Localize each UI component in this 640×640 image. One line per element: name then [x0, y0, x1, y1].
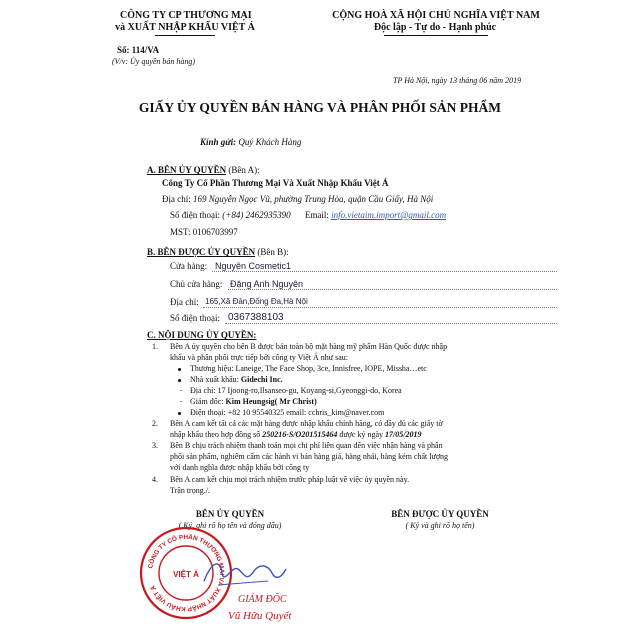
section-a-address-value: 169 Nguyễn Ngọc Vũ, phường Trung Hòa, quận Cầu Giấy, Hà Nội: [193, 194, 434, 204]
section-b-title: B. BÊN ĐƯỢC ỦY QUYỀN: [147, 247, 256, 257]
item-3-line3: với danh nghĩa được nhập khẩu bởi công ty: [170, 463, 310, 472]
company-underline: [155, 35, 215, 36]
authorization-letter: CÔNG TY CP THƯƠNG MẠI và XUẤT NHẬP KHẨU VIỆT Á CỘNG HOÀ XÃ HỘI CHỦ NGHĨA VIỆT NAM Độc lập - Tự do - Hạnh phúc Số: 114/VA (V/v: Ủy quyền bán hàng) TP Hà Nội, ngày 13 tháng 06 năm 2019 GIẤY ỦY QUYỀN BÁN HÀNG VÀ PHÂN PHỐI SẢN PHẨM Kính gửi: Quý Khách Hàng A. BÊN ỦY QUYỀN (Bên A): Công Ty Cổ Phần Thương Mại Và Xuất Nhập Khẩu Việt Á Địa chỉ: 169 Nguyễn Ngọc Vũ, phường Trung Hòa, quận Cầu Giấy, Hà Nội Số điện thoại: (+84) 2462935390 Email: info.vietaim.import@gmail.com MST: 0106703997 B. BÊN ĐƯỢC ỦY QUYỀN (Bên B): Cửa hàng: Nguyên Cosmetic1 Chủ cửa hàng: Đặng Anh Nguyên Địa chỉ: 165,Xã Đàn,Đống Đa,Hà Nội Số điện thoại: 0367388103 C. NỘI DUNG ỦY QUYỀN: 1. Bên A ủy quyền cho bên B được bán toàn bộ mặt hàng mỹ phẩm Hàn Quốc được nhập khẩu và phân phối trực tiếp bởi công ty Việt Á như sau: Thương hiệu: Laneige, The Face Shop, 3ce, Innisfree, IOPE, Missha…etc Nhà xuất khẩu: Gidechi Inc. - Địa chỉ: 17 Ijoong-ro,Ilsanseo-gu, Koyang-si,Gyeonggi-do, Korea - Giám đốc: Kim Heungsig( Mr Christ) Điện thoại: +82 10 95540325 email: cchris_kim@naver.com 2. Bên A cam kết tất cả các mặt hàng được nhập khẩu chính hãng, có đầy đủ các giấy tờ nhập khẩu theo hợp đồng số 250216-S/O201515464 được ký ngày 17/05/2019 3. Bên B chịu trách nhiệm thanh toán mọi chi phí liên quan đến việc nhận hàng và phân phối sản phẩm, nghiêm cấm các hành vi bán hàng giả, hàng nhái, hàng kém chất lượng với danh nghĩa được nhập khẩu bởi công ty 4. Bên A cam kết chịu mọi trách nhiệm trước pháp luật về việc ủy quyền này. Trân trọng./. BÊN ỦY QUYỀN ( Ký, ghi rõ họ tên và đóng dấu) BÊN ĐƯỢC ỦY QUYỀN ( Ký và ghi rõ họ tên) CÔNG TY CỔ PHẦN THƯƠNG MẠI VÀ XUẤT NHẬP KHẨU VIỆT Á VIỆT Á GIÁM ĐỐC Vũ Hữu Quyết: [0, 0, 640, 640]
exporter-address: Địa chỉ: 17 Ijoong-ro,Ilsanseo-gu, Koyang-si,Gyeonggi-do, Korea: [190, 386, 402, 395]
exporter-director-line: Giám đốc: Kim Heungsig( Mr Christ): [190, 397, 317, 406]
item-4-line1: Bên A cam kết chịu mọi trách nhiệm trước pháp luật về việc ủy quyền này.: [170, 475, 410, 484]
signer-title: GIÁM ĐỐC: [238, 594, 287, 605]
brands: Thương hiệu: Laneige, The Face Shop, 3ce, Innisfree, IOPE, Missha…etc: [190, 364, 427, 373]
exporter-director: Kim Heungsig( Mr Christ): [225, 397, 317, 406]
section-a-company: Công Ty Cổ Phần Thương Mại Và Xuất Nhập Khẩu Việt Á: [162, 178, 389, 188]
nation-motto: Độc lập - Tự do - Hạnh phúc: [373, 22, 497, 33]
section-b-heading: [147, 248, 289, 257]
section-a-phone: (+84) 2462935390: [222, 210, 291, 220]
section-a-email: info.vietaim.import@gmail.com: [331, 210, 447, 220]
section-b-store: Nguyên Cosmetic1: [215, 261, 292, 271]
contract-date: 17/05/2019: [385, 430, 422, 439]
bullet: [178, 368, 181, 371]
place-date: TP Hà Nội, ngày 13 tháng 06 năm 2019: [393, 76, 522, 85]
section-b-owner: Đặng Anh Nguyên: [230, 279, 304, 289]
section-b-owner-label: Chủ cửa hàng:: [170, 279, 223, 289]
left-signature-note: ( Ký, ghi rõ họ tên và đóng dấu): [178, 521, 282, 530]
section-b-phone-label: Số điện thoại:: [170, 313, 220, 323]
section-b-phone: 0367388103: [228, 312, 284, 323]
item-2-line1: Bên A cam kết tất cả các mặt hàng được nhập khẩu chính hãng, có đầy đủ các giấy tờ: [170, 419, 443, 428]
bullet: [178, 379, 181, 382]
right-signature-title: BÊN ĐƯỢC ỦY QUYỀN: [391, 509, 489, 519]
section-b-store-label: Cửa hàng:: [170, 261, 208, 271]
company-name-line2: và XUẤT NHẬP KHẨU VIỆT Á: [115, 22, 255, 33]
store-dotted-line: [212, 271, 557, 272]
section-a-address: Địa chỉ: 169 Nguyễn Ngọc Vũ, phường Trung Hòa, quận Cầu Giấy, Hà Nội: [162, 194, 434, 204]
item-1-line2: khẩu và phân phối trực tiếp bởi công ty Việt Á như sau:: [170, 353, 349, 362]
doc-number: Số: 114/VA: [117, 45, 160, 55]
section-b-suffix: (Bên B):: [257, 247, 289, 257]
seal-center-text: VIỆT Á: [173, 570, 199, 579]
item-2-line2: nhập khẩu theo hợp đồng số 250216-S/O201515464 được ký ngày 17/05/2019: [170, 430, 422, 439]
section-a-mst: MST: 0106703997: [170, 227, 238, 237]
greeting: [200, 138, 301, 147]
owner-dotted-line: [228, 289, 557, 290]
section-a-heading: [147, 166, 260, 175]
handwritten-signature: [198, 555, 288, 591]
greeting-value: Quý Khách Hàng: [238, 137, 302, 147]
item-1-line1: Bên A ủy quyền cho bên B được bán toàn bộ mặt hàng mỹ phẩm Hàn Quốc được nhập: [170, 342, 448, 351]
phone-dotted-line: [225, 323, 557, 324]
left-signature-title: BÊN ỦY QUYỀN: [195, 509, 265, 519]
contract-number: 250216-S/O201515464: [262, 430, 338, 439]
section-b-address: 165,Xã Đàn,Đống Đa,Hà Nội: [205, 297, 308, 306]
right-signature-note: ( Ký và ghi rõ họ tên): [405, 521, 475, 530]
bullet: [178, 412, 181, 415]
seal-ring-text: CÔNG TY CỔ PHẦN THƯƠNG MẠI VÀ XUẤT NHẬP KHẨU VIỆT Á: [147, 533, 226, 613]
nation-title: CỘNG HOÀ XÃ HỘI CHỦ NGHĨA VIỆT NAM: [332, 10, 540, 21]
address-dotted-line: [203, 307, 557, 308]
section-a-title: A. BÊN ỦY QUYỀN: [147, 165, 227, 175]
section-b-address-label: Địa chỉ:: [170, 297, 199, 307]
item-2-number: 2.: [152, 419, 158, 428]
item-1-number: 1.: [152, 342, 158, 351]
item-3-line1: Bên B chịu trách nhiệm thanh toán mọi chi phí liên quan đến việc nhận hàng và phân: [170, 441, 443, 450]
item-3-number: 3.: [152, 441, 158, 450]
exporter-line: Nhà xuất khẩu: Gidechi Inc.: [190, 375, 283, 384]
company-name-line1: CÔNG TY CP THƯƠNG MẠI: [120, 10, 252, 21]
signer-name: Vũ Hữu Quyết: [228, 610, 292, 622]
item-4-number: 4.: [152, 475, 158, 484]
exporter-contact: Điện thoại: +82 10 95540325 email: cchris_kim@naver.com: [190, 408, 385, 417]
doc-subject: (V/v: Ủy quyền bán hàng): [112, 57, 196, 66]
document-title: GIẤY ỦY QUYỀN BÁN HÀNG VÀ PHÂN PHỐI SẢN PHẨM: [138, 100, 502, 115]
section-c-heading: C. NỘI DUNG ỦY QUYỀN:: [147, 330, 257, 340]
exporter-name: Gidechi Inc.: [240, 375, 283, 384]
closing: Trân trọng./.: [170, 486, 210, 495]
section-a-suffix: (Bên A):: [228, 165, 260, 175]
item-3-line2: phối sản phẩm, nghiêm cấm các hành vi bán hàng giả, hàng nhái, hàng kém chất lượng: [170, 452, 449, 461]
greeting-label: Kính gửi:: [200, 137, 237, 147]
section-a-contact: Số điện thoại: (+84) 2462935390 Email: info.vietaim.import@gmail.com: [170, 210, 447, 220]
motto-underline: [384, 35, 488, 36]
